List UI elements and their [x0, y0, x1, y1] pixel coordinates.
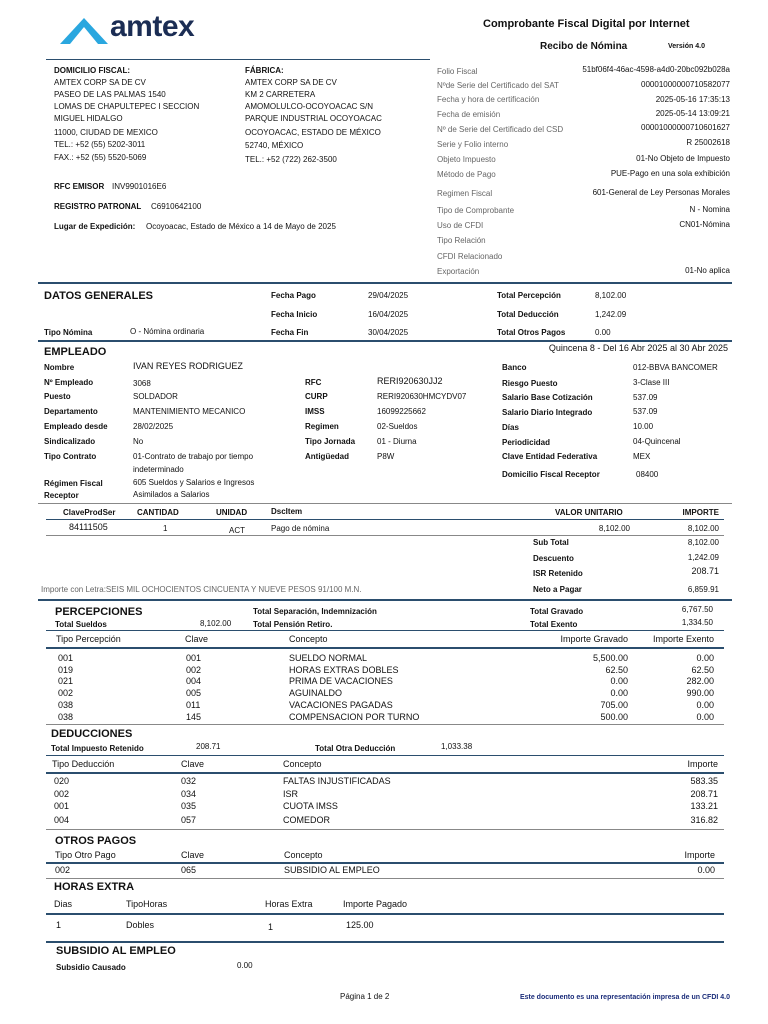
perc-cell: 145	[186, 712, 202, 722]
rfc-label: RFC	[305, 378, 322, 387]
total-sueldos-value: 8,102.00	[200, 619, 232, 628]
perc-cell: VACACIONES PAGADAS	[289, 700, 393, 710]
contrato-label: Tipo Contrato	[44, 452, 97, 461]
tipo-nomina-label: Tipo Nómina	[44, 328, 93, 337]
otros-header-cell: Tipo Otro Pago	[55, 850, 116, 860]
page-number: Página 1 de 2	[340, 992, 390, 1001]
perc-cell: 002	[58, 688, 74, 698]
descuento-value: 1,242.09	[687, 553, 719, 562]
percepciones-title: PERCEPCIONES	[55, 606, 143, 618]
ded-cell: 001	[54, 801, 70, 811]
desde-label: Empleado desde	[44, 422, 108, 431]
perc-cell: COMPENSACION POR TURNO	[289, 712, 420, 722]
antiguedad-value: P8W	[377, 452, 395, 461]
brand-name: amtex	[110, 10, 195, 43]
total-deduccion-label: Total Deducción	[497, 310, 559, 319]
otros-cell: 002	[55, 865, 71, 875]
logo-triangle-icon	[60, 18, 108, 44]
domicilio-receptor-label: Domicilio Fiscal Receptor	[502, 470, 600, 479]
percepciones-top-line	[46, 630, 724, 631]
fecha-inicio-label: Fecha Inicio	[271, 310, 318, 319]
sdi-value: 537.09	[633, 407, 658, 416]
fiscal-label: Objeto Impuesto	[437, 155, 496, 164]
neto-value: 6,859.91	[687, 585, 719, 594]
perc-cell: 5,500.00	[592, 653, 628, 663]
subsidio-title: SUBSIDIO AL EMPLEO	[56, 945, 176, 957]
importe-letra: Importe con Letra:SEIS MIL OCHOCIENTOS CINCUENTA Y NUEVE PESOS 91/100 M.N.	[41, 585, 362, 594]
isr-value: 208.71	[691, 566, 719, 576]
lugar-expedicion-value: Ocoyoacac, Estado de México a 14 de Mayo de 2025	[146, 222, 336, 231]
fabrica-label: FÁBRICA:	[245, 66, 284, 75]
fiscal-value: 601-General de Ley Personas Morales	[592, 188, 730, 197]
conceptos-header-cell: UNIDAD	[216, 508, 248, 517]
horas-header-cell: Dias	[54, 899, 73, 909]
horas-cell: 125.00	[346, 920, 374, 930]
periodicidad-label: Periodicidad	[502, 438, 551, 447]
percepciones-bottom-line	[46, 724, 724, 725]
clave-entidad-value: MEX	[633, 452, 651, 461]
percepciones-divider	[38, 599, 732, 601]
row-line	[46, 535, 724, 536]
concepto-cell: 84111505	[69, 522, 108, 532]
descuento-label: Descuento	[533, 554, 574, 563]
ded-cell: 034	[181, 789, 197, 799]
percepciones-header-cell: Tipo Percepción	[56, 634, 121, 644]
ded-cell: FALTAS INJUSTIFICADAS	[283, 776, 391, 786]
otros-cell: SUBSIDIO AL EMPLEO	[284, 865, 380, 875]
fecha-fin-value: 30/04/2025	[368, 328, 409, 337]
fiscal-label: Tipo Relación	[437, 236, 486, 245]
perc-cell: 011	[186, 700, 201, 710]
fiscal-value: 51bf06f4-46ac-4598-a4d0-20bc092b028a	[582, 65, 730, 74]
horas-extra-title: HORAS EXTRA	[54, 881, 135, 893]
nombre-value: IVAN REYES RODRIGUEZ	[133, 361, 243, 371]
footer-note: Este documento es una representación impresa de un CFDI 4.0	[519, 994, 730, 1001]
clave-entidad-label: Clave Entidad Federativa	[502, 452, 598, 461]
fecha-pago-value: 29/04/2025	[368, 291, 409, 300]
fiscal-label: Regimen Fiscal	[437, 189, 493, 198]
rfc-value: RERI920630JJ2	[377, 376, 443, 386]
total-otros-value: 0.00	[595, 328, 611, 337]
fabrica-line: KM 2 CARRETERA	[245, 90, 316, 99]
horas-header-cell: TipoHoras	[126, 899, 168, 909]
regimen-value: 02-Sueldos	[377, 422, 418, 431]
otros-cell: 0.00	[697, 865, 715, 875]
percepciones-header-cell: Importe Gravado	[560, 634, 628, 644]
ded-cell: 002	[54, 789, 70, 799]
concepto-cell: 8,102.00	[598, 524, 630, 533]
perc-cell: AGUINALDO	[289, 688, 343, 698]
ded-cell: 057	[181, 815, 197, 825]
fiscal-value: 01-No Objeto de Impuesto	[636, 154, 730, 163]
neto-label: Neto a Pagar	[533, 585, 582, 594]
puesto-value: SOLDADOR	[133, 392, 178, 401]
horas-header-cell: Horas Extra	[265, 899, 313, 909]
subtotal-value: 8,102.00	[687, 538, 719, 547]
rfc-emisor-label: RFC EMISOR	[54, 182, 105, 191]
contrato-value-cont: indeterminado	[133, 465, 184, 474]
perc-cell: 038	[58, 712, 74, 722]
banco-label: Banco	[502, 363, 527, 372]
sind-value: No	[133, 437, 144, 446]
domicilio-label: DOMICILIO FISCAL:	[54, 66, 130, 75]
perc-cell: HORAS EXTRAS DOBLES	[289, 665, 399, 675]
curp-label: CURP	[305, 392, 328, 401]
fiscal-value: R 25002618	[686, 138, 730, 147]
jornada-value: 01 - Diurna	[377, 437, 417, 446]
total-gravado-value: 6,767.50	[681, 605, 713, 614]
fiscal-label: Uso de CFDI	[437, 221, 484, 230]
deducciones-header-cell: Clave	[181, 759, 205, 769]
periodicidad-value: 04-Quincenal	[633, 437, 681, 446]
desde-value: 28/02/2025	[133, 422, 174, 431]
contrato-value: 01-Contrato de trabajo por tiempo	[133, 452, 254, 461]
regimen-label: Regimen	[305, 422, 339, 431]
fabrica-line: TEL.: +52 (722) 262-3500	[245, 155, 337, 164]
ded-cell: 208.71	[690, 789, 718, 799]
total-pension-label: Total Pensión Retiro.	[253, 620, 333, 629]
conceptos-header-cell: IMPORTE	[682, 508, 719, 517]
horas-cell: Dobles	[126, 920, 155, 930]
regimen-receptor-label: Régimen Fiscal	[44, 479, 103, 488]
numero-value: 3068	[133, 379, 151, 388]
ded-cell: 035	[181, 801, 197, 811]
perc-cell: 001	[58, 653, 74, 663]
curp-value: RERI920630HMCYDV07	[377, 392, 467, 401]
generales-title: DATOS GENERALES	[44, 290, 153, 302]
conceptos-header-cell: VALOR UNITARIO	[555, 508, 623, 517]
domicilio-line: PASEO DE LAS PALMAS 1540	[54, 90, 166, 99]
deducciones-top-line	[46, 755, 724, 756]
domicilio-line: AMTEX CORP SA DE CV	[54, 78, 146, 87]
percepciones-header-cell: Concepto	[289, 634, 328, 644]
lugar-expedicion-label: Lugar de Expedición:	[54, 222, 136, 231]
subsidio-causado-value: 0.00	[237, 961, 253, 970]
total-separacion-label: Total Separación, Indemnización	[253, 607, 377, 616]
registro-patronal-label: REGISTRO PATRONAL	[54, 202, 142, 211]
fabrica-line: AMTEX CORP SA DE CV	[245, 78, 337, 87]
otros-header-cell: Importe	[684, 850, 715, 860]
perc-cell: 990.00	[686, 688, 714, 698]
fiscal-label: Método de Pago	[437, 170, 496, 179]
riesgo-label: Riesgo Puesto	[502, 379, 558, 388]
fiscal-value: PUE-Pago en una sola exhibición	[610, 169, 730, 178]
horas-cell: 1	[56, 920, 62, 930]
regimen-receptor-value: 605 Sueldos y Salarios e Ingresos	[133, 478, 255, 487]
fiscal-value: 00001000000710582077	[641, 80, 730, 89]
total-otra-label: Total Otra Deducción	[315, 744, 396, 753]
total-gravado-label: Total Gravado	[530, 607, 584, 616]
fiscal-value: CN01-Nómina	[679, 220, 730, 229]
deducciones-header-cell: Concepto	[283, 759, 322, 769]
fiscal-value: N - Nomina	[689, 205, 730, 214]
fiscal-label: Tipo de Comprobante	[437, 206, 515, 215]
perc-cell: 001	[186, 653, 202, 663]
isr-label: ISR Retenido	[533, 569, 583, 578]
tipo-nomina-value: O - Nómina ordinaria	[130, 327, 205, 336]
deducciones-header-cell: Tipo Deducción	[52, 759, 115, 769]
fiscal-value: 01-No aplica	[685, 266, 730, 275]
perc-cell: 705.00	[600, 700, 628, 710]
fabrica-line: AMOMOLULCO-OCOYOACAC S/N	[245, 102, 374, 111]
otros-pagos-title: OTROS PAGOS	[55, 835, 137, 847]
horas-header-cell: Importe Pagado	[343, 899, 408, 909]
empleado-divider	[38, 340, 732, 342]
jornada-label: Tipo Jornada	[305, 437, 356, 446]
conceptos-header-cell: DscItem	[271, 507, 303, 516]
fiscal-label: CFDI Relacionado	[437, 252, 503, 261]
perc-cell: 62.50	[691, 665, 714, 675]
percepciones-header-cell: Clave	[185, 634, 209, 644]
dias-label: Días	[502, 423, 519, 432]
perc-cell: 004	[186, 676, 202, 686]
percepciones-header-line	[46, 647, 724, 649]
otros-header-cell: Clave	[181, 850, 205, 860]
perc-cell: 282.00	[686, 676, 714, 686]
domicilio-line: FAX.: +52 (55) 5520-5069	[54, 153, 147, 162]
ded-cell: 004	[54, 815, 70, 825]
fabrica-line: 52740, MÉXICO	[245, 141, 304, 150]
conceptos-header-cell: ClaveProdSer	[63, 508, 116, 517]
fiscal-value: 00001000000710601627	[641, 123, 730, 132]
regimen-receptor-label-cont: Receptor	[44, 491, 79, 500]
rfc-emisor-value: INV9901016E6	[112, 182, 167, 191]
deducciones-title: DEDUCCIONES	[51, 728, 133, 740]
imss-label: IMSS	[305, 407, 325, 416]
imss-value: 16099225662	[377, 407, 426, 416]
regimen-receptor-value-cont: Asimilados a Salarios	[133, 490, 210, 499]
perc-cell: 002	[186, 665, 202, 675]
fiscal-label: Fecha y hora de certificación	[437, 95, 540, 104]
empleado-title: EMPLEADO	[44, 346, 107, 358]
perc-cell: 019	[58, 665, 74, 675]
perc-cell: 0.00	[696, 712, 714, 722]
ded-cell: ISR	[283, 789, 299, 799]
horas-bottom-line	[46, 941, 724, 943]
dias-value: 10.00	[633, 422, 654, 431]
depto-value: MANTENIMIENTO MECANICO	[133, 407, 246, 416]
otros-bottom-line	[46, 878, 724, 879]
horas-header-line	[46, 913, 724, 915]
sdi-label: Salario Diario Integrado	[502, 408, 593, 417]
total-impuesto-label: Total Impuesto Retenido	[51, 744, 144, 753]
domicilio-line: LOMAS DE CHAPULTEPEC I SECCION	[54, 102, 200, 111]
numero-label: Nº Empleado	[44, 378, 94, 387]
total-otra-value: 1,033.38	[441, 742, 473, 751]
domicilio-line: TEL.: +52 (55) 5202-3011	[54, 140, 146, 149]
header-divider	[46, 59, 430, 60]
antiguedad-label: Antigüedad	[305, 452, 349, 461]
ded-cell: 583.35	[690, 776, 718, 786]
fiscal-label: Fecha de emisión	[437, 110, 501, 119]
domicilio-line: MIGUEL HIDALGO	[54, 114, 123, 123]
sbc-value: 537.09	[633, 393, 658, 402]
fiscal-value: 2025-05-14 13:09:21	[655, 109, 730, 118]
ded-cell: 020	[54, 776, 70, 786]
fiscal-label: Nº de Serie del Certificado del CSD	[437, 125, 564, 134]
ded-cell: 133.21	[690, 801, 718, 811]
fabrica-line: OCOYOACAC, ESTADO DE MÉXICO	[245, 128, 381, 137]
perc-cell: 021	[58, 676, 74, 686]
ded-cell: 032	[181, 776, 197, 786]
deducciones-header-cell: Importe	[687, 759, 718, 769]
registro-patronal-value: C6910642100	[151, 202, 202, 211]
quincena-period: Quincena 8 - Del 16 Abr 2025 al 30 Abr 2025	[548, 343, 728, 353]
percepciones-header-cell: Importe Exento	[652, 634, 714, 644]
domicilio-receptor-value: 08400	[636, 470, 659, 479]
riesgo-value: 3-Clase III	[633, 378, 670, 387]
doc-version: Versión 4.0	[668, 43, 705, 50]
otros-header-line	[46, 862, 724, 864]
total-exento-value: 1,334.50	[681, 618, 713, 627]
nombre-label: Nombre	[44, 363, 75, 372]
perc-cell: PRIMA DE VACACIONES	[289, 676, 393, 686]
total-impuesto-value: 208.71	[196, 742, 221, 751]
fiscal-label: Exportación	[437, 267, 480, 276]
subtotal-label: Sub Total	[533, 538, 569, 547]
horas-cell: 1	[268, 922, 274, 932]
subsidio-causado-label: Subsidio Causado	[56, 963, 126, 972]
conceptos-divider	[38, 503, 732, 504]
ded-cell: 316.82	[690, 815, 718, 825]
perc-cell: 500.00	[600, 712, 628, 722]
conceptos-header-cell: CANTIDAD	[137, 508, 179, 517]
perc-cell: SUELDO NORMAL	[289, 653, 368, 663]
otros-cell: 065	[181, 865, 197, 875]
perc-cell: 0.00	[610, 688, 628, 698]
fabrica-line: PARQUE INDUSTRIAL OCOYOACAC	[245, 114, 382, 123]
deducciones-header-line	[46, 772, 724, 774]
perc-cell: 038	[58, 700, 74, 710]
fecha-inicio-value: 16/04/2025	[368, 310, 409, 319]
sbc-label: Salario Base Cotización	[502, 393, 593, 402]
total-exento-label: Total Exento	[530, 620, 578, 629]
total-otros-label: Total Otros Pagos	[497, 328, 566, 337]
ded-cell: CUOTA IMSS	[283, 801, 338, 811]
domicilio-line: 11000, CIUDAD DE MEXICO	[54, 128, 158, 137]
fiscal-value: 2025-05-16 17:35:13	[655, 95, 730, 104]
concepto-cell: Pago de nómina	[271, 524, 330, 533]
generales-divider	[38, 282, 732, 284]
deducciones-bottom-line	[46, 829, 724, 830]
sind-label: Sindicalizado	[44, 437, 96, 446]
fiscal-label: Serie y Folio interno	[437, 140, 509, 149]
otros-header-cell: Concepto	[284, 850, 323, 860]
doc-subtitle: Recibo de Nómina	[540, 41, 628, 52]
concepto-cell: ACT	[229, 526, 245, 535]
fiscal-label: Folio Fiscal	[437, 67, 478, 76]
perc-cell: 62.50	[605, 665, 628, 675]
perc-cell: 0.00	[696, 700, 714, 710]
perc-cell: 0.00	[610, 676, 628, 686]
total-sueldos-label: Total Sueldos	[55, 620, 107, 629]
total-percepcion-label: Total Percepción	[497, 291, 561, 300]
total-percepcion-value: 8,102.00	[595, 291, 627, 300]
fiscal-label: Nºde Serie del Certificado del SAT	[437, 81, 559, 90]
concepto-cell: 1	[163, 524, 168, 533]
perc-cell: 005	[186, 688, 202, 698]
depto-label: Departamento	[44, 407, 98, 416]
perc-cell: 0.00	[696, 653, 714, 663]
puesto-label: Puesto	[44, 392, 71, 401]
doc-title: Comprobante Fiscal Digital por Internet	[483, 18, 690, 30]
fecha-fin-label: Fecha Fin	[271, 328, 309, 337]
ded-cell: COMEDOR	[283, 815, 330, 825]
concepto-cell: 8,102.00	[687, 524, 719, 533]
conceptos-header-line	[46, 519, 724, 520]
banco-value: 012-BBVA BANCOMER	[633, 363, 718, 372]
total-deduccion-value: 1,242.09	[595, 310, 627, 319]
fecha-pago-label: Fecha Pago	[271, 291, 316, 300]
